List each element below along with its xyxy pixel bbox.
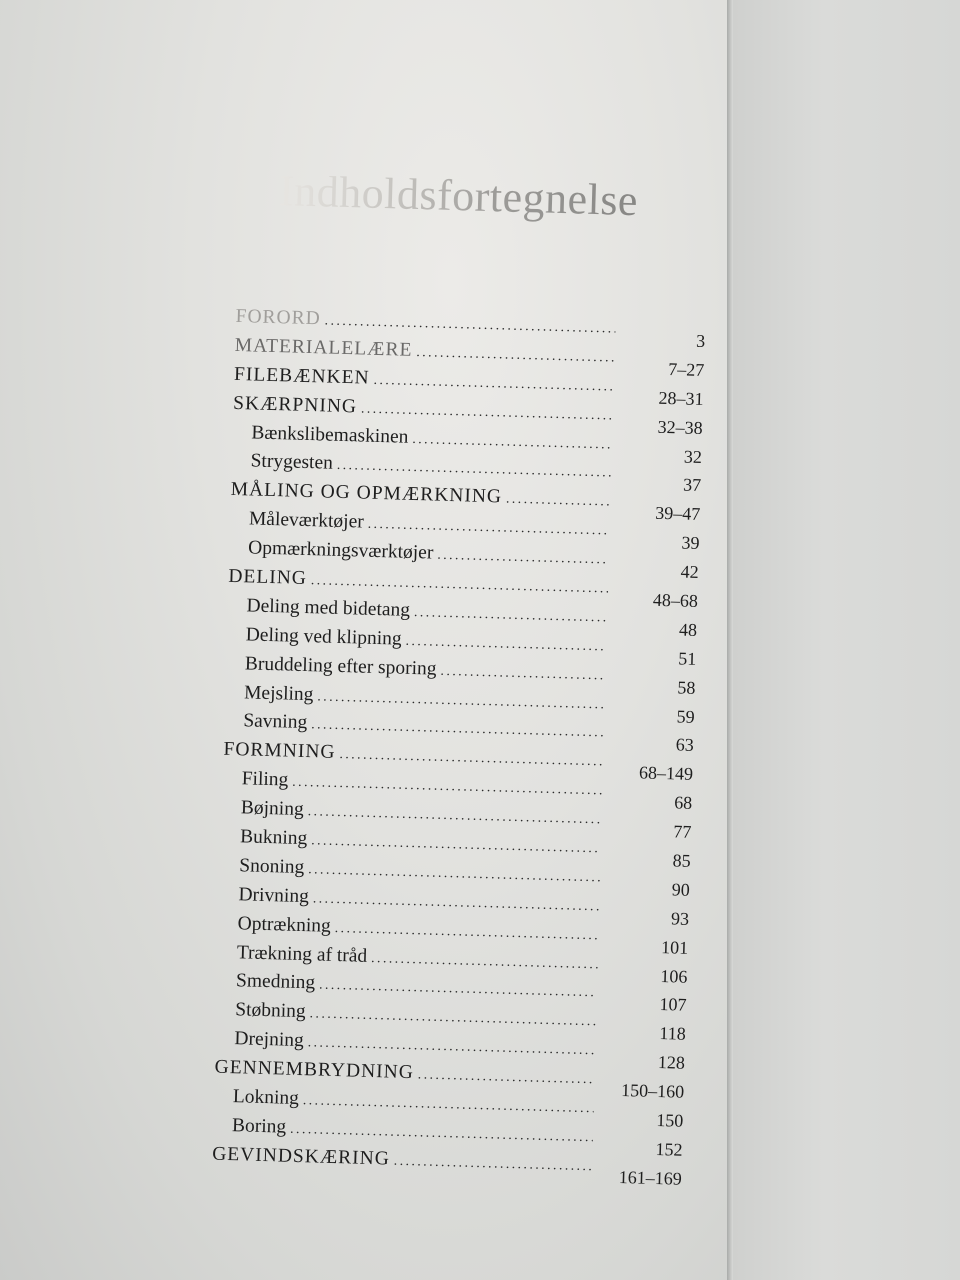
toc-entry-pages: 58 bbox=[677, 677, 696, 698]
toc-entry-label: FILEBÆNKEN bbox=[233, 363, 370, 389]
toc-entry-label: Filing bbox=[241, 768, 289, 791]
toc-entry-label: Trækning af tråd bbox=[236, 941, 368, 967]
toc-entry-pages: 32 bbox=[683, 446, 703, 467]
toc-entry-pages: 68–149 bbox=[638, 762, 694, 785]
toc-entry-label: FORMNING bbox=[223, 739, 336, 764]
toc-entry-label: Boring bbox=[231, 1115, 287, 1138]
dot-leader bbox=[506, 486, 611, 518]
toc-entry-label: Snoning bbox=[239, 855, 305, 878]
toc-entry-pages: 161–169 bbox=[618, 1166, 683, 1189]
dot-leader bbox=[393, 1148, 592, 1182]
toc-entry-label: Drejning bbox=[234, 1028, 305, 1052]
toc-entry-pages: 150 bbox=[656, 1110, 684, 1131]
dot-leader bbox=[440, 657, 606, 691]
toc-entry-pages: 32–38 bbox=[657, 416, 703, 438]
toc-entry-pages: 3 bbox=[695, 330, 706, 352]
toc-entry-pages: 37 bbox=[682, 474, 702, 496]
toc-entry-pages: 7–27 bbox=[668, 358, 705, 380]
toc-entry-pages: 51 bbox=[677, 648, 697, 669]
toc-entry-label: Drivning bbox=[238, 884, 310, 908]
toc-entry-label: Smedning bbox=[235, 970, 316, 994]
toc-entry-pages: 150–160 bbox=[620, 1080, 685, 1102]
toc-entry-label: Bukning bbox=[239, 826, 308, 850]
toc-entry-pages: 28–31 bbox=[658, 387, 704, 409]
toc-entry-pages: 93 bbox=[670, 908, 690, 929]
toc-entry-pages: 106 bbox=[660, 965, 688, 987]
toc-entry-pages: 48–68 bbox=[652, 589, 699, 611]
toc-entry-label: Bøjning bbox=[240, 797, 305, 821]
toc-entry-pages: 152 bbox=[655, 1138, 683, 1160]
toc-entry-label: Savning bbox=[243, 710, 308, 734]
toc-entry-pages: 63 bbox=[675, 734, 695, 756]
toc-entry-label: Mejsling bbox=[243, 681, 314, 705]
toc-entry-label: Strygesten bbox=[250, 450, 334, 475]
page-title: Indholdsfortegnelse bbox=[277, 161, 709, 263]
toc-entry-label: FORORD bbox=[235, 305, 321, 330]
toc-entry-pages: 68 bbox=[673, 792, 693, 814]
toc-entry-pages: 118 bbox=[659, 1023, 687, 1045]
toc-entry-pages: 48 bbox=[678, 619, 698, 640]
toc-entry-label: Støbning bbox=[234, 999, 306, 1023]
toc-entry-pages: 42 bbox=[680, 561, 699, 583]
toc-entry-label: Opmærkningsværktøjer bbox=[247, 537, 434, 564]
toc-entry-label: Bænkslibemaskinen bbox=[251, 421, 409, 448]
toc-entry-label: Optrækning bbox=[237, 912, 332, 937]
toc-entry-label: Deling med bidetang bbox=[246, 595, 411, 621]
toc-entry-label: Lokning bbox=[232, 1086, 300, 1110]
toc-entry-pages: 107 bbox=[659, 994, 687, 1016]
toc-entry-label: Måleværktøjer bbox=[248, 508, 365, 533]
toc-entry-label: DELING bbox=[228, 565, 308, 590]
toc-entry-pages: 128 bbox=[657, 1052, 686, 1074]
toc-entry-label: SKÆRPNING bbox=[232, 392, 358, 418]
facing-page bbox=[733, 0, 960, 1280]
toc-entry-pages: 39 bbox=[681, 532, 700, 554]
toc-entry-pages: 85 bbox=[672, 850, 691, 871]
toc-entry-label: Deling ved klipning bbox=[245, 624, 402, 650]
toc-entry-label: MATERIALELÆRE bbox=[234, 334, 413, 361]
toc-entry-pages: 39–47 bbox=[655, 503, 701, 525]
toc-entry-label: MÅLING OG OPMÆRKNING bbox=[230, 479, 503, 508]
toc-entry-label: Bruddeling efter sporing bbox=[244, 653, 437, 680]
toc-entry-pages: 77 bbox=[673, 821, 692, 843]
toc-entry-pages: 59 bbox=[676, 705, 695, 727]
toc-list bbox=[211, 302, 706, 1189]
toc-entry-pages: 90 bbox=[671, 879, 691, 900]
toc-entry-label: GEVINDSKÆRING bbox=[211, 1143, 391, 1170]
toc-entry-label: GENNEMBRYDNING bbox=[214, 1056, 415, 1084]
toc-entry-pages: 101 bbox=[660, 936, 689, 958]
table-of-contents bbox=[211, 160, 709, 1197]
